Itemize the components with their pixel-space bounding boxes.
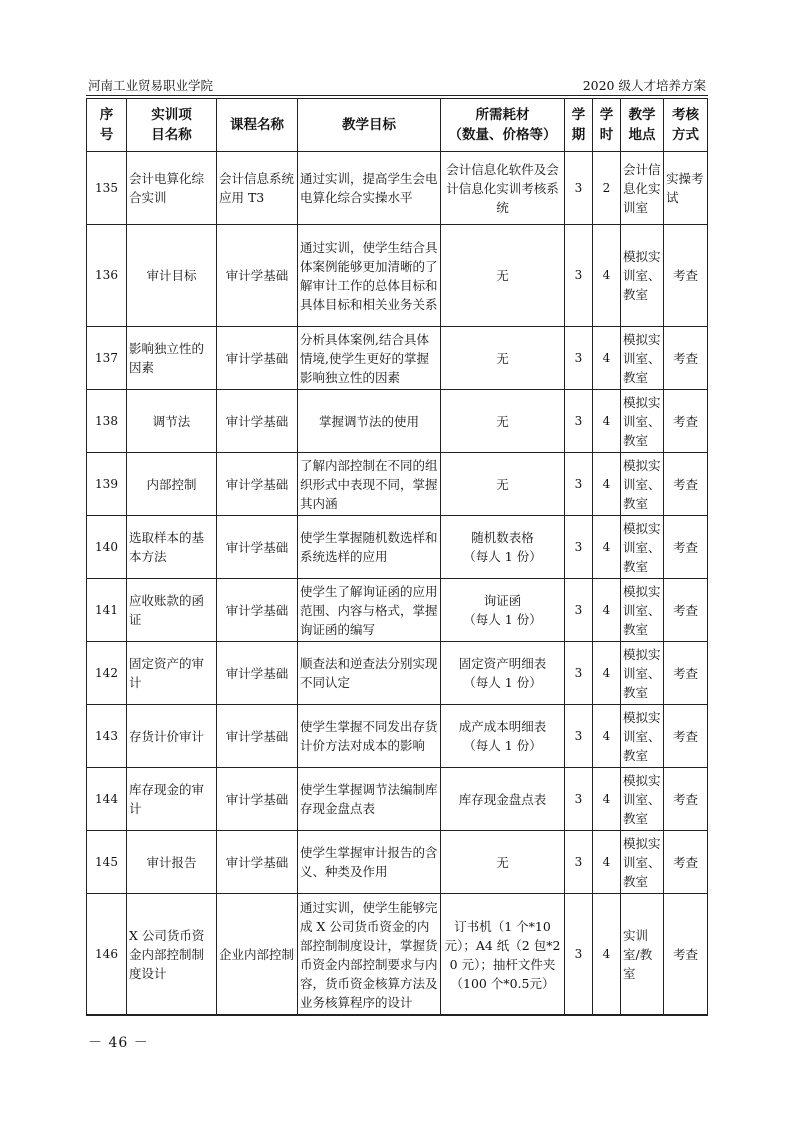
cell-goal: 通过实训，使学生结合具体案例能够更加清晰的了解审计工作的总体目标和具体目标和相关业务关系 xyxy=(298,225,441,327)
cell-course: 会计信息系统应用 T3 xyxy=(217,152,298,225)
cell-project: X 公司货币资金内部控制制度设计 xyxy=(127,894,217,1016)
col-header-materials: 所需耗材 （数量、价格等） xyxy=(441,99,565,152)
cell-no: 142 xyxy=(87,642,127,705)
cell-exam: 考查 xyxy=(664,831,708,894)
cell-project: 存货计价审计 xyxy=(127,705,217,768)
cell-hours: 4 xyxy=(593,831,621,894)
cell-project: 审计报告 xyxy=(127,831,217,894)
cell-project: 内部控制 xyxy=(127,453,217,516)
cell-term: 3 xyxy=(565,152,593,225)
header-rule xyxy=(86,95,708,96)
cell-course: 审计学基础 xyxy=(217,831,298,894)
cell-materials: 无 xyxy=(441,225,565,327)
cell-project: 会计电算化综合实训 xyxy=(127,152,217,225)
cell-no: 144 xyxy=(87,768,127,831)
cell-course: 审计学基础 xyxy=(217,642,298,705)
cell-goal: 通过实训，使学生能够完成 X 公司货币资金的内部控制制度设计，掌握货币资金内部控制要求与内容，货币资金核算方法及业务核算程序的设计 xyxy=(298,894,441,1016)
table-row xyxy=(87,225,708,327)
cell-hours: 4 xyxy=(593,705,621,768)
table-row xyxy=(87,327,708,390)
col-header-project: 实训项 目名称 xyxy=(127,99,217,152)
cell-no: 146 xyxy=(87,894,127,1016)
table-row xyxy=(87,831,708,894)
cell-no: 135 xyxy=(87,152,127,225)
cell-exam: 考查 xyxy=(664,327,708,390)
cell-materials: 无 xyxy=(441,453,565,516)
cell-exam: 考查 xyxy=(664,579,708,642)
cell-course: 审计学基础 xyxy=(217,225,298,327)
cell-hours: 4 xyxy=(593,579,621,642)
cell-term: 3 xyxy=(565,453,593,516)
table-row xyxy=(87,894,708,1016)
cell-place: 会计信息化实训室 xyxy=(621,152,664,225)
cell-project: 审计目标 xyxy=(127,225,217,327)
cell-term: 3 xyxy=(565,831,593,894)
cell-hours: 4 xyxy=(593,642,621,705)
cell-goal: 顺查法和逆查法分别实现不同认定 xyxy=(298,642,441,705)
cell-goal: 掌握调节法的使用 xyxy=(298,390,441,453)
cell-goal: 了解内部控制在不同的组织形式中表现不同，掌握其内涵 xyxy=(298,453,441,516)
cell-term: 3 xyxy=(565,768,593,831)
cell-no: 143 xyxy=(87,705,127,768)
cell-no: 139 xyxy=(87,453,127,516)
cell-place: 实训室/教室 xyxy=(621,894,664,1016)
cell-project: 影响独立性的因素 xyxy=(127,327,217,390)
cell-place: 模拟实训室、教室 xyxy=(621,327,664,390)
cell-place: 模拟实训室、教室 xyxy=(621,225,664,327)
cell-hours: 4 xyxy=(593,894,621,1016)
cell-course: 审计学基础 xyxy=(217,516,298,579)
cell-term: 3 xyxy=(565,705,593,768)
col-header-course: 课程名称 xyxy=(217,99,298,152)
table-row xyxy=(87,642,708,705)
cell-hours: 4 xyxy=(593,390,621,453)
cell-course: 企业内部控制 xyxy=(217,894,298,1016)
cell-goal: 使学生掌握审计报告的含义、种类及作用 xyxy=(298,831,441,894)
col-header-exam: 考核 方式 xyxy=(664,99,708,152)
cell-term: 3 xyxy=(565,516,593,579)
cell-term: 3 xyxy=(565,642,593,705)
cell-project: 应收账款的函证 xyxy=(127,579,217,642)
header-school-name: 河南工业贸易职业学院 xyxy=(88,78,214,93)
table-row xyxy=(87,453,708,516)
cell-term: 3 xyxy=(565,894,593,1016)
header-document-title: 2020 级人才培养方案 xyxy=(582,78,706,93)
table-row xyxy=(87,152,708,225)
cell-place: 模拟实训室、教室 xyxy=(621,390,664,453)
cell-project: 调节法 xyxy=(127,390,217,453)
cell-place: 模拟实训室、教室 xyxy=(621,642,664,705)
col-header-term: 学 期 xyxy=(565,99,593,152)
cell-materials: 成产成本明细表 （每人 1 份） xyxy=(441,705,565,768)
cell-hours: 4 xyxy=(593,225,621,327)
cell-course: 审计学基础 xyxy=(217,327,298,390)
cell-materials: 无 xyxy=(441,831,565,894)
cell-hours: 4 xyxy=(593,453,621,516)
cell-hours: 4 xyxy=(593,516,621,579)
cell-materials: 无 xyxy=(441,327,565,390)
cell-course: 审计学基础 xyxy=(217,453,298,516)
cell-goal: 分析具体案例,结合具体情境,使学生更好的掌握影响独立性的因素 xyxy=(298,327,441,390)
col-header-place: 教学 地点 xyxy=(621,99,664,152)
cell-exam: 实操考试 xyxy=(664,152,708,225)
table-row xyxy=(87,516,708,579)
col-header-goal: 教学目标 xyxy=(298,99,441,152)
cell-place: 模拟实训室、教室 xyxy=(621,579,664,642)
table-row xyxy=(87,768,708,831)
cell-goal: 使学生掌握调节法编制库存现金盘点表 xyxy=(298,768,441,831)
table-header-row xyxy=(87,99,708,152)
cell-course: 审计学基础 xyxy=(217,705,298,768)
cell-goal: 使学生掌握随机数选样和系统选样的应用 xyxy=(298,516,441,579)
cell-materials: 随机数表格 （每人 1 份） xyxy=(441,516,565,579)
cell-no: 141 xyxy=(87,579,127,642)
cell-hours: 4 xyxy=(593,768,621,831)
cell-place: 模拟实训室、教室 xyxy=(621,831,664,894)
table-row xyxy=(87,579,708,642)
cell-exam: 考查 xyxy=(664,768,708,831)
table-row xyxy=(87,705,708,768)
cell-materials: 会计信息化软件及会计信息化实训考核系统 xyxy=(441,152,565,225)
cell-term: 3 xyxy=(565,327,593,390)
cell-materials: 无 xyxy=(441,390,565,453)
cell-goal: 通过实训，提高学生会电电算化综合实操水平 xyxy=(298,152,441,225)
cell-materials: 库存现金盘点表 xyxy=(441,768,565,831)
cell-exam: 考查 xyxy=(664,225,708,327)
cell-project: 库存现金的审计 xyxy=(127,768,217,831)
cell-term: 3 xyxy=(565,579,593,642)
cell-place: 模拟实训室、教室 xyxy=(621,705,664,768)
page-header xyxy=(86,74,708,94)
cell-place: 模拟实训室、教室 xyxy=(621,768,664,831)
table-body xyxy=(87,152,708,1016)
cell-goal: 使学生了解询证函的应用范围、内容与格式，掌握询证函的编写 xyxy=(298,579,441,642)
table-row xyxy=(87,390,708,453)
cell-project: 固定资产的审计 xyxy=(127,642,217,705)
cell-place: 模拟实训室、教室 xyxy=(621,516,664,579)
cell-materials: 订书机（1 个*10元）；A4 纸（2 包*20 元）；抽杆文件夹（100 个*0.5元） xyxy=(441,894,565,1016)
cell-term: 3 xyxy=(565,390,593,453)
col-header-hours: 学 时 xyxy=(593,99,621,152)
cell-hours: 4 xyxy=(593,327,621,390)
cell-course: 审计学基础 xyxy=(217,579,298,642)
cell-term: 3 xyxy=(565,225,593,327)
cell-no: 136 xyxy=(87,225,127,327)
col-header-no: 序 号 xyxy=(87,99,127,152)
cell-exam: 考查 xyxy=(664,894,708,1016)
cell-materials: 固定资产明细表 （每人 1 份） xyxy=(441,642,565,705)
cell-no: 140 xyxy=(87,516,127,579)
cell-course: 审计学基础 xyxy=(217,768,298,831)
page-number: － 46 － xyxy=(88,1035,149,1051)
cell-place: 模拟实训室、教室 xyxy=(621,453,664,516)
footer-rule xyxy=(86,1014,708,1015)
cell-exam: 考查 xyxy=(664,516,708,579)
cell-exam: 考查 xyxy=(664,705,708,768)
cell-materials: 询证函 （每人 1 份） xyxy=(441,579,565,642)
training-table xyxy=(86,98,708,1016)
cell-no: 137 xyxy=(87,327,127,390)
cell-exam: 考查 xyxy=(664,453,708,516)
cell-exam: 考查 xyxy=(664,642,708,705)
cell-goal: 使学生掌握不同发出存货计价方法对成本的影响 xyxy=(298,705,441,768)
cell-hours: 2 xyxy=(593,152,621,225)
cell-exam: 考查 xyxy=(664,390,708,453)
cell-no: 145 xyxy=(87,831,127,894)
cell-no: 138 xyxy=(87,390,127,453)
cell-course: 审计学基础 xyxy=(217,390,298,453)
cell-project: 选取样本的基本方法 xyxy=(127,516,217,579)
